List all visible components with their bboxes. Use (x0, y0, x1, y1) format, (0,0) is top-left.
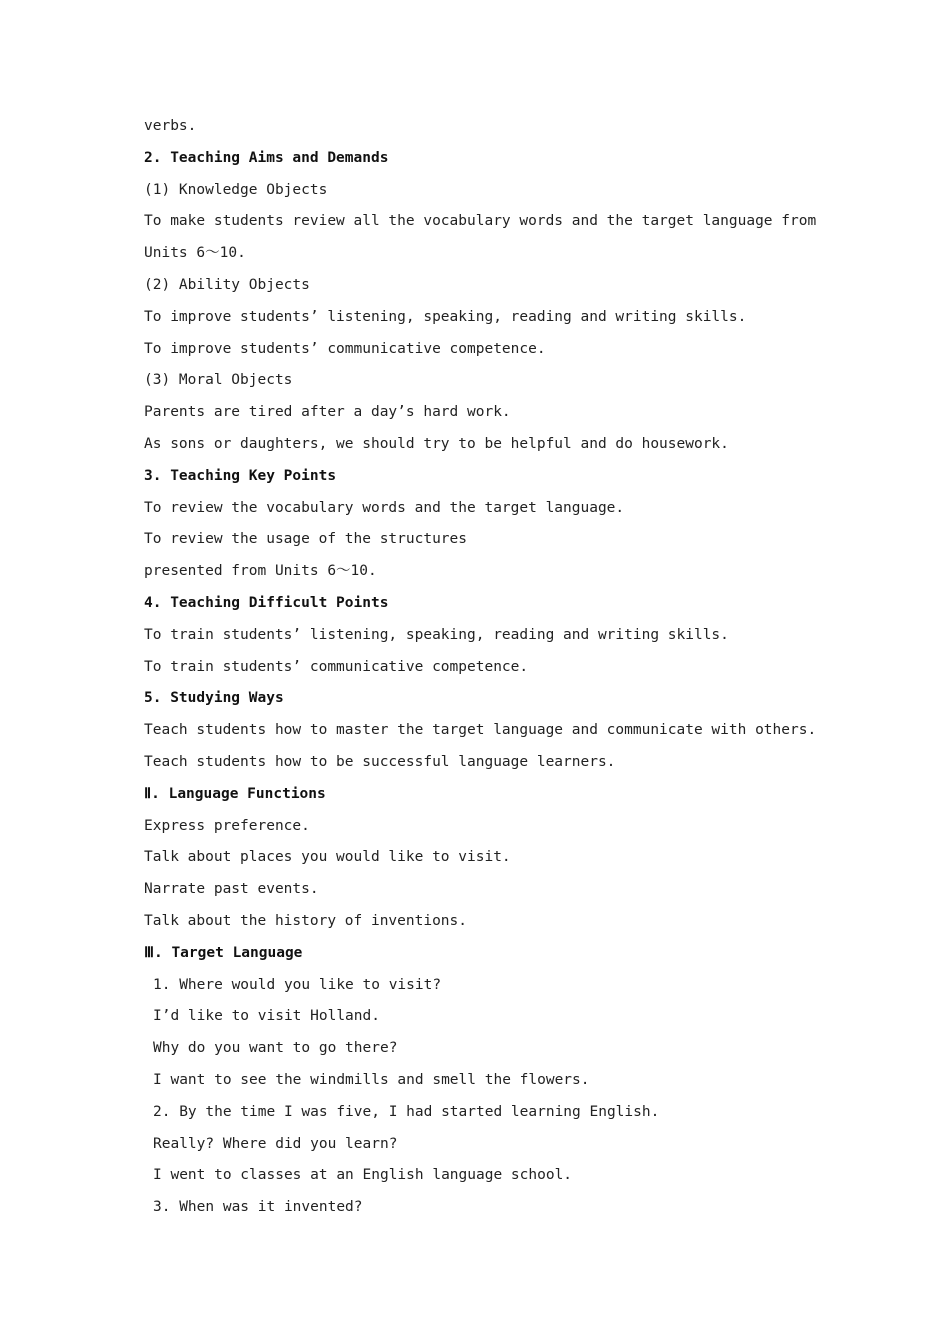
text-line: To improve students’ communicative competence. (144, 340, 546, 357)
text-line: Teach students how to be successful language learners. (144, 753, 616, 770)
sub-heading: (1) Knowledge Objects (144, 181, 328, 198)
dialogue-line: 2. By the time I was five, I had started learning English. (153, 1103, 660, 1120)
section-heading: 4. Teaching Difficult Points (144, 594, 389, 611)
text-line: To train students’ communicative competence. (144, 658, 529, 675)
dialogue-line: Really? Where did you learn? (153, 1135, 398, 1152)
text-line: To review the vocabulary words and the target language. (144, 499, 625, 516)
text-line: Parents are tired after a day’s hard work. (144, 404, 511, 421)
dialogue-line: 3. When was it invented? (153, 1199, 363, 1216)
section-heading: Ⅱ. Language Functions (144, 785, 326, 802)
text-line: To review the usage of the structures (144, 531, 468, 548)
section-heading: 2. Teaching Aims and Demands (144, 149, 389, 166)
section-heading: 3. Teaching Key Points (144, 467, 337, 484)
text-line: Teach students how to master the target language and communicate with others. (144, 722, 817, 739)
section-heading: 5. Studying Ways (144, 690, 284, 707)
sub-heading: (3) Moral Objects (144, 372, 293, 389)
text-line: presented from Units 6～10. (144, 563, 377, 580)
dialogue-line: I went to classes at an English language school. (153, 1167, 573, 1184)
text-line: Talk about places you would like to visit. (144, 849, 511, 866)
dialogue-line: 1. Where would you like to visit? (153, 976, 442, 993)
text-line: Units 6～10. (144, 245, 246, 262)
sub-heading: (2) Ability Objects (144, 276, 310, 293)
text-line: Express preference. (144, 817, 310, 834)
text-line: To train students’ listening, speaking, reading and writing skills. (144, 626, 729, 643)
dialogue-line: I want to see the windmills and smell the flowers. (153, 1071, 590, 1088)
document-page (144, 111, 824, 1224)
dialogue-line: Why do you want to go there? (153, 1040, 398, 1057)
text-line: verbs. (144, 118, 197, 134)
text-line: Talk about the history of inventions. (144, 912, 468, 929)
dialogue-line: I’d like to visit Holland. (153, 1008, 380, 1025)
text-line: Narrate past events. (144, 881, 319, 898)
text-line: As sons or daughters, we should try to be helpful and do housework. (144, 435, 729, 452)
section-heading: Ⅲ. Target Language (144, 944, 303, 961)
text-line: To make students review all the vocabulary words and the target language from (144, 213, 817, 230)
text-line: To improve students’ listening, speaking, reading and writing skills. (144, 308, 747, 325)
